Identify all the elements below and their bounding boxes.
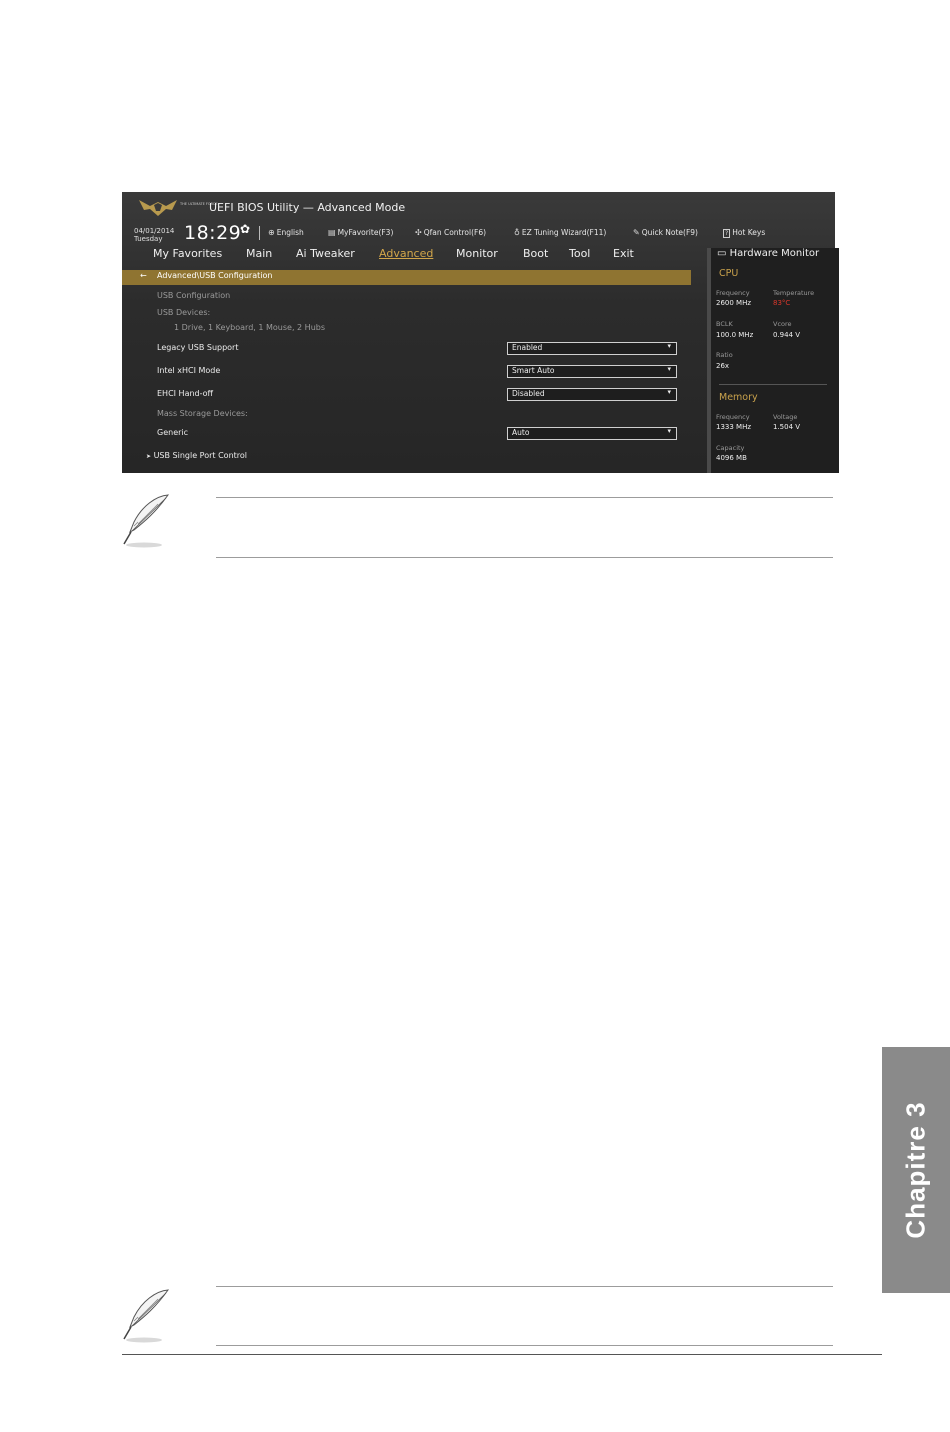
logo-text: THE ULTIMATE FORCE bbox=[180, 202, 218, 206]
note-top-rule bbox=[216, 1286, 833, 1287]
hardware-monitor-header bbox=[717, 248, 819, 259]
chapter-tab bbox=[882, 1047, 950, 1293]
language-label: English bbox=[276, 228, 304, 237]
bios-screenshot bbox=[122, 192, 835, 473]
hardware-monitor-panel bbox=[707, 248, 839, 473]
myfavorite-label: MyFavorite(F3) bbox=[337, 228, 394, 237]
footer-rule bbox=[122, 1354, 882, 1355]
tab-exit[interactable]: Exit bbox=[613, 247, 634, 260]
tuf-logo-icon bbox=[136, 196, 218, 218]
temperature-label: Temperature bbox=[773, 289, 815, 297]
divider bbox=[259, 226, 260, 240]
favorite-icon: ▤ bbox=[328, 228, 336, 237]
usb-single-port-label: USB Single Port Control bbox=[153, 451, 247, 460]
qfan-label: Qfan Control(F6) bbox=[423, 228, 487, 237]
note-bottom-rule bbox=[216, 1345, 833, 1346]
xhci-mode-select[interactable] bbox=[507, 365, 677, 378]
clock: 18:29 bbox=[184, 222, 242, 244]
note-bottom-rule bbox=[216, 557, 833, 558]
temperature-value: 83°C bbox=[773, 299, 791, 307]
divider bbox=[719, 384, 827, 385]
legacy-usb-value: Enabled bbox=[512, 343, 543, 352]
ehci-handoff-label: EHCI Hand-off bbox=[157, 389, 214, 398]
ehci-handoff-value: Disabled bbox=[512, 389, 545, 398]
globe-icon: ⊕ bbox=[268, 228, 275, 237]
ratio-value: 26x bbox=[716, 362, 730, 370]
voltage-value: 1.504 V bbox=[773, 423, 801, 431]
tab-boot[interactable]: Boot bbox=[523, 247, 549, 260]
breadcrumb[interactable] bbox=[122, 270, 691, 285]
vcore-value: 0.944 V bbox=[773, 331, 801, 339]
language-button[interactable] bbox=[268, 228, 304, 237]
hot-keys-button[interactable] bbox=[723, 228, 765, 237]
generic-label: Generic bbox=[157, 428, 189, 437]
vcore-label: Vcore bbox=[773, 320, 792, 328]
ez-tuning-label: EZ Tuning Wizard(F11) bbox=[521, 228, 607, 237]
usb-single-port-link[interactable] bbox=[146, 451, 247, 460]
tab-ai-tweaker[interactable]: Ai Tweaker bbox=[296, 247, 355, 260]
myfavorite-button[interactable] bbox=[328, 228, 393, 237]
back-arrow-icon[interactable]: ← bbox=[140, 271, 147, 280]
ratio-label: Ratio bbox=[716, 351, 733, 359]
bclk-label: BCLK bbox=[716, 320, 733, 328]
cpu-frequency-value: 2600 MHz bbox=[716, 299, 752, 307]
hotkey-icon: ? bbox=[725, 230, 729, 237]
date-value: 04/01/2014 bbox=[134, 227, 175, 235]
bclk-value: 100.0 MHz bbox=[716, 331, 754, 339]
weekday-value: Tuesday bbox=[134, 235, 163, 243]
tab-main[interactable]: Main bbox=[246, 247, 273, 260]
quick-note-button[interactable] bbox=[633, 228, 698, 237]
date-display bbox=[134, 227, 174, 243]
chevron-down-icon: ▾ bbox=[667, 388, 671, 396]
feather-pen-icon bbox=[120, 492, 172, 550]
xhci-mode-label: Intel xHCI Mode bbox=[157, 366, 221, 375]
note-top-rule bbox=[216, 497, 833, 498]
bios-title: UEFI BIOS Utility — Advanced Mode bbox=[209, 201, 406, 214]
chevron-down-icon: ▾ bbox=[667, 427, 671, 435]
chevron-down-icon: ▾ bbox=[667, 365, 671, 373]
usb-devices-value: 1 Drive, 1 Keyboard, 1 Mouse, 2 Hubs bbox=[174, 323, 326, 332]
memory-section-title: Memory bbox=[719, 392, 758, 403]
usb-configuration-heading: USB Configuration bbox=[157, 291, 231, 300]
breadcrumb-path: Advanced\USB Configuration bbox=[157, 271, 273, 280]
note-icon: ✎ bbox=[633, 228, 640, 237]
generic-select[interactable] bbox=[507, 427, 677, 440]
mem-frequency-label: Frequency bbox=[716, 413, 750, 421]
tab-advanced[interactable]: Advanced bbox=[379, 247, 434, 260]
chevron-right-icon: ➤ bbox=[146, 453, 152, 460]
usb-devices-label: USB Devices: bbox=[157, 308, 211, 317]
tab-tool[interactable]: Tool bbox=[569, 247, 591, 260]
legacy-usb-label: Legacy USB Support bbox=[157, 343, 239, 352]
xhci-mode-value: Smart Auto bbox=[512, 366, 555, 375]
tab-my-favorites[interactable]: My Favorites bbox=[153, 247, 223, 260]
hardware-monitor-title: Hardware Monitor bbox=[729, 248, 820, 259]
mem-frequency-value: 1333 MHz bbox=[716, 423, 752, 431]
tab-monitor[interactable]: Monitor bbox=[456, 247, 498, 260]
ez-tuning-button[interactable] bbox=[514, 228, 606, 237]
capacity-value: 4096 MB bbox=[716, 454, 747, 462]
cpu-frequency-label: Frequency bbox=[716, 289, 750, 297]
legacy-usb-select[interactable] bbox=[507, 342, 677, 355]
quick-note-label: Quick Note(F9) bbox=[641, 228, 698, 237]
cpu-section-title: CPU bbox=[719, 268, 739, 279]
chapter-label: Chapitre 3 bbox=[900, 1101, 931, 1239]
bulb-icon: ♁ bbox=[514, 228, 520, 237]
mass-storage-label: Mass Storage Devices: bbox=[157, 409, 248, 418]
voltage-label: Voltage bbox=[773, 413, 798, 421]
qfan-button[interactable] bbox=[415, 228, 486, 237]
fan-icon: ✣ bbox=[415, 228, 422, 237]
ehci-handoff-select[interactable] bbox=[507, 388, 677, 401]
monitor-icon: ▭ bbox=[717, 248, 727, 259]
generic-value: Auto bbox=[512, 428, 530, 437]
hot-keys-label: Hot Keys bbox=[732, 228, 766, 237]
chevron-down-icon: ▾ bbox=[667, 342, 671, 350]
feather-pen-icon bbox=[120, 1287, 172, 1345]
gear-icon[interactable]: ✿ bbox=[240, 222, 251, 236]
capacity-label: Capacity bbox=[716, 444, 745, 452]
